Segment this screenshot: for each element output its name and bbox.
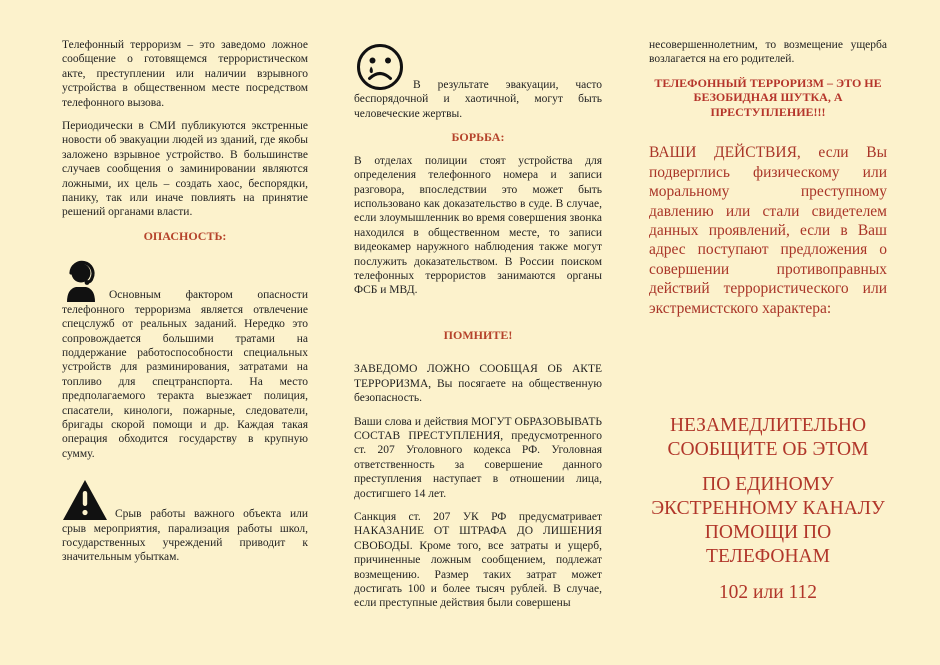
- disruption-paragraph: [62, 475, 308, 565]
- emergency-channel-text: ПО ЕДИНОМУ ЭКСТРЕННОМУ КАНАЛУ ПОМОЩИ ПО ТЕЛЕФОНАМ: [651, 473, 885, 567]
- minors-liability-paragraph: несовершеннолетним, то возмещение ущерба возлагается на его родителей.: [649, 39, 887, 66]
- media-news-paragraph: Периодически в СМИ публикуются экстренные новости об эвакуации людей из зданий, где якобы заложено взрывное устройство. В большинстве случаев сообщения о заминировании являются ложными, их цель – создать хаос, беспорядки, панику, так или иначе повлиять на принятие решений органами власти.: [62, 120, 308, 219]
- panel-right: [649, 38, 887, 605]
- emergency-call-block: [649, 414, 887, 605]
- casualties-paragraph-text: В результате эвакуации, часто беспорядочной и хаотичной, могут быть человеческие жертвы.: [354, 79, 602, 120]
- casualties-paragraph: [354, 38, 602, 121]
- sanction-paragraph: Санкция ст. 207 УК РФ предусматривает НАКАЗАНИЕ ОТ ШТРАФА ДО ЛИШЕНИЯ СВОБОДЫ. Кроме того, все затраты и ущерб, причиненные ложным сообщением, подлежат возмещению. Размер таких затрат может достигать 100 и более тысяч рублей. В случае, если преступные действия были совершены: [354, 510, 602, 610]
- disruption-paragraph-text: Срыв работы важного объекта или срыв мероприятия, парализация работы школ, государственных учреждений приводит к значительным убыткам.: [62, 508, 308, 564]
- report-immediately-text: НЕЗАМЕДЛИТЕЛЬНО СООБЩИТЕ ОБ ЭТОМ: [667, 414, 869, 460]
- call-operator-headset-icon: [62, 256, 102, 302]
- panel-left: [62, 38, 308, 574]
- fight-heading: БОРЬБА:: [451, 130, 505, 145]
- warning-triangle-icon: [62, 479, 108, 521]
- false-report-paragraph: ЗАВЕДОМО ЛОЖНО СООБЩАЯ ОБ АКТЕ ТЕРРОРИЗМА, Вы посягаете на общественную безопасность.: [354, 363, 602, 405]
- criminal-code-paragraph: Ваши слова и действия МОГУТ ОБРАЗОВЫВАТЬ СОСТАВ ПРЕСТУПЛЕНИЯ, предусмотренного ст. 207 Уголовного кодекса РФ. Уголовная ответственность за совершение данного преступления наступает в отношении лица, достигшего 14 лет.: [354, 415, 602, 500]
- emergency-phone-numbers: 102 или 112: [718, 581, 818, 603]
- intro-definition-paragraph: Телефонный терроризм – это заведомо ложное сообщение о готовящемся террористическом акте, преступлении или наличии взрывного устройства в общественном месте посредством телефонного вызова.: [62, 39, 308, 109]
- not-a-joke-heading: ТЕЛЕФОННЫЙ ТЕРРОРИЗМ – ЭТО НЕ БЕЗОБИДНАЯ ШУТКА, А ПРЕСТУПЛЕНИЕ!!!: [654, 75, 882, 119]
- sad-crying-face-icon: [354, 42, 406, 92]
- panel-middle: [354, 38, 602, 620]
- your-actions-paragraph: ВАШИ ДЕЙСТВИЯ, если Вы подверглись физическому или моральному преступному давлению или стали свидетелем данных проявлений, если в Ваш адрес поступают предложения о совершении противоправных действий террористического или экстремистского характера:: [649, 144, 887, 317]
- police-detection-paragraph: В отделах полиции стоят устройства для определения телефонного номера и записи разговора, впоследствии это может быть использовано как доказательство в суде. В случае, если злоумышленник во время совершения звонка находился в общественном месте, то записи видеокамер наружного наблюдения также могут послужить доказательством. В России поиском телефонных террористов занимаются органы ФСБ и МВД.: [354, 154, 602, 297]
- danger-paragraph-text: Основным фактором опасности телефонного терроризма является отвлечение спецслужб от реальных заданий. Нередко это сопровождается большими тратами на поддержание работоспособности специальных устройств для разминирования, затратами на топливо для спецтранспорта. На место предполагаемого теракта выезжает полиция, спасатели, кинологи, пожарные, следователи, бригады скорой помощи и др. Каждая такая операция обходится государству в крупную сумму.: [62, 289, 308, 460]
- danger-paragraph: [62, 252, 308, 461]
- remember-heading: ПОМНИТЕ!: [443, 327, 513, 342]
- danger-heading: ОПАСНОСТЬ:: [143, 228, 227, 243]
